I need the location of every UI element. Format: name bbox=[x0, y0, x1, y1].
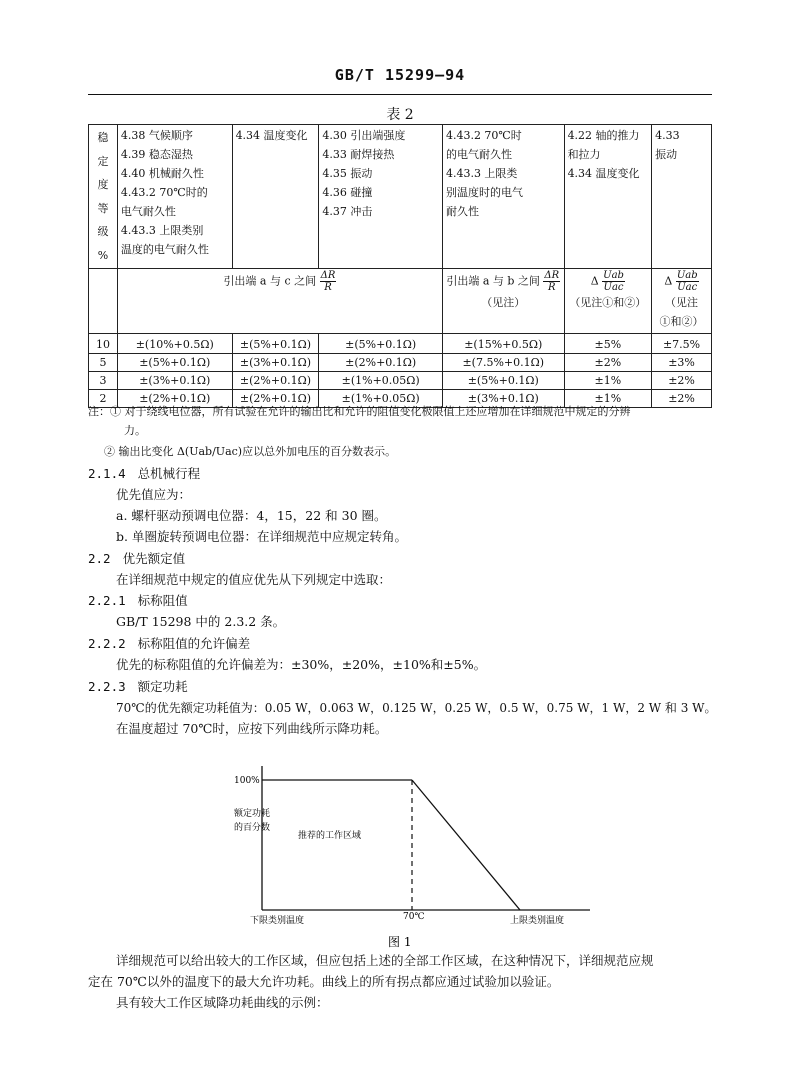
table-row bbox=[89, 372, 712, 390]
header-output-ratio: Δ $\frac{\text{Uab}}{\text{Uac}}$ （见注①和②） bbox=[564, 269, 652, 334]
table-note-1: 注：① 对于绕线电位器，所有试验在允许的输出比和允许的阻值变化极限值上还应增加在详细规范中规定的分辨 bbox=[88, 405, 631, 418]
limit-cell: ±(3%+0.1Ω) bbox=[232, 354, 319, 372]
limit-cell: ±2% bbox=[564, 354, 652, 372]
stability-grade-cell: 5 bbox=[89, 354, 118, 372]
limit-cell: ±(3%+0.1Ω) bbox=[117, 372, 232, 390]
test-item: 4.22 轴的推力 bbox=[567, 129, 640, 142]
stability-grade-cell: 3 bbox=[89, 372, 118, 390]
test-item: 耐久性 bbox=[445, 205, 479, 218]
header-ac: 引出端 a 与 c 之间 $\frac{\Delta R}{R}$ bbox=[117, 269, 442, 334]
tests-col3 bbox=[319, 125, 443, 269]
test-item: 4.37 冲击 bbox=[322, 205, 373, 218]
paragraph: 70℃的优先额定功耗值为：0.05 W，0.063 W，0.125 W，0.25 W，0.5 W，0.75 W，1 W，2 W 和 3 W。 bbox=[116, 701, 717, 715]
limit-cell: ±(2%+0.1Ω) bbox=[319, 354, 443, 372]
test-item: 4.43.3 上限类 bbox=[445, 167, 518, 180]
region-label: 推荐的工作区域 bbox=[298, 831, 362, 841]
test-item: 4.43.2 70℃时的 bbox=[120, 186, 208, 199]
limit-cell: ±(2%+0.1Ω) bbox=[117, 390, 232, 408]
limit-cell: ±(5%+0.1Ω) bbox=[319, 334, 443, 354]
derating-curve-figure bbox=[220, 760, 600, 950]
stability-label-char: 度 bbox=[97, 178, 109, 191]
section-2-2-2-heading: 2.2.2 标称阻值的允许偏差 bbox=[88, 636, 251, 651]
document-header: GB/T 15299—94 bbox=[334, 66, 466, 84]
paragraph: 详细规范可以给出较大的工作区域，但应包括上述的全部工作区域，在这种情况下，详细规范应规 bbox=[116, 953, 654, 968]
limit-cell: ±7.5% bbox=[652, 334, 712, 354]
tests-col6 bbox=[652, 125, 712, 269]
stability-label-char: 等 bbox=[97, 201, 109, 215]
table-caption: 表 2 bbox=[386, 107, 414, 123]
test-item: 4.35 振动 bbox=[322, 167, 373, 180]
limit-cell: ±(3%+0.1Ω) bbox=[442, 390, 564, 408]
y-label-line1: 额定功耗 bbox=[234, 809, 271, 819]
stability-label-char: 级 bbox=[97, 225, 109, 238]
limit-cell: ±(2%+0.1Ω) bbox=[232, 372, 319, 390]
limit-cell: ±(10%+0.5Ω) bbox=[117, 334, 232, 354]
test-item: 4.40 机械耐久性 bbox=[120, 167, 204, 180]
limit-cell: ±(5%+0.1Ω) bbox=[117, 354, 232, 372]
tests-col5 bbox=[564, 125, 652, 269]
test-item: 4.38 气候顺序 bbox=[120, 129, 193, 142]
y-top-label: 100% bbox=[234, 776, 260, 786]
table-2 bbox=[88, 124, 712, 408]
list-item-b: b. 单圈旋转预调电位器：在详细规范中应规定转角。 bbox=[116, 529, 407, 544]
derating-slope bbox=[412, 780, 520, 910]
table-row bbox=[89, 334, 712, 354]
limit-cell: ±2% bbox=[652, 390, 712, 408]
paragraph: 优先值应为： bbox=[116, 487, 192, 502]
limit-cell: ±(1%+0.05Ω) bbox=[319, 390, 443, 408]
limit-cell: ±(7.5%+0.1Ω) bbox=[442, 354, 564, 372]
table-note-1-cont: 力。 bbox=[124, 424, 146, 437]
limit-cell: ±(15%+0.5Ω) bbox=[442, 334, 564, 354]
section-2-2-3-heading: 2.2.3 额定功耗 bbox=[88, 679, 188, 694]
paragraph: 定在 70℃以外的温度下的最大允许功耗。曲线上的所有拐点都应通过试验加以验证。 bbox=[88, 974, 560, 989]
test-item: 温度的电气耐久性 bbox=[120, 243, 209, 256]
stability-grade-cell: 10 bbox=[89, 334, 118, 354]
table-row bbox=[89, 354, 712, 372]
limit-cell: ±1% bbox=[564, 390, 652, 408]
limit-cell: ±(5%+0.1Ω) bbox=[442, 372, 564, 390]
x-right-label: 上限类别温度 bbox=[510, 916, 565, 926]
test-item: 4.30 引出端强度 bbox=[322, 129, 406, 142]
test-item: 振动 bbox=[655, 148, 678, 161]
y-label-line2: 的百分数 bbox=[234, 823, 271, 833]
tests-col2 bbox=[232, 125, 319, 269]
section-2-1-4-heading: 2.1.4 总机械行程 bbox=[88, 466, 201, 481]
figure-caption: 图 1 bbox=[388, 935, 412, 949]
test-item: 4.34 温度变化 bbox=[235, 129, 308, 142]
limit-cell: ±3% bbox=[652, 354, 712, 372]
test-item: 电气耐久性 bbox=[120, 205, 176, 218]
paragraph: 具有较大工作区域降功耗曲线的示例： bbox=[116, 995, 329, 1010]
paragraph: 优先的标称阻值的允许偏差为：±30%，±20%，±10%和±5%。 bbox=[116, 657, 487, 672]
stability-label-char: 稳 bbox=[97, 131, 109, 144]
list-item-a: a. 螺杆驱动预调电位器：4，15，22 和 30 圈。 bbox=[116, 508, 387, 523]
paragraph: 在详细规范中规定的值应优先从下列规定中选取： bbox=[116, 572, 392, 587]
section-2-2-1-heading: 2.2.1 标称阻值 bbox=[88, 593, 188, 608]
table-tests-row bbox=[89, 125, 712, 269]
header-rule bbox=[88, 94, 712, 95]
x-mid-label: 70℃ bbox=[403, 912, 425, 922]
test-item: 别温度时的电气 bbox=[445, 186, 523, 199]
test-item: 4.43.2 70℃时 bbox=[445, 129, 522, 142]
test-item: 4.43.3 上限类别 bbox=[120, 224, 204, 237]
paragraph: 在温度超过 70℃时，应按下列曲线所示降功耗。 bbox=[116, 721, 388, 736]
test-item: 的电气耐久性 bbox=[445, 148, 512, 161]
table-note-2: ② 输出比变化 Δ(Uab/Uac)应以总外加电压的百分数表示。 bbox=[104, 445, 397, 458]
paragraph: GB/T 15298 中的 2.3.2 条。 bbox=[116, 614, 286, 629]
tests-col1 bbox=[117, 125, 232, 269]
delta-r-fraction: $\frac{\Delta R}{R}$ bbox=[320, 270, 336, 293]
test-item: 4.34 温度变化 bbox=[567, 167, 640, 180]
limit-cell: ±2% bbox=[652, 372, 712, 390]
stability-label bbox=[89, 125, 118, 269]
limit-cell: ±5% bbox=[564, 334, 652, 354]
test-item: 4.36 碰撞 bbox=[322, 186, 373, 199]
section-2-2-heading: 2.2 优先额定值 bbox=[88, 551, 186, 566]
limit-cell: ±1% bbox=[564, 372, 652, 390]
x-left-label: 下限类别温度 bbox=[250, 916, 305, 926]
stability-label-char: 定 bbox=[97, 154, 109, 168]
limit-cell: ±(2%+0.1Ω) bbox=[232, 390, 319, 408]
limit-cell: ±(5%+0.1Ω) bbox=[232, 334, 319, 354]
test-item: 和拉力 bbox=[567, 148, 601, 161]
test-item: 4.33 耐焊接热 bbox=[322, 148, 395, 161]
table-limit-header-row bbox=[89, 269, 712, 334]
test-item: 4.33 bbox=[655, 129, 680, 142]
tests-col4 bbox=[442, 125, 564, 269]
header-output-ratio-2: Δ $\frac{\text{Uab}}{\text{Uac}}$ （见注 ①和②） bbox=[652, 269, 712, 334]
limit-cell: ±(1%+0.05Ω) bbox=[319, 372, 443, 390]
header-ab: 引出端 a 与 b 之间 $\frac{\Delta R}{R}$ （见注） bbox=[442, 269, 564, 334]
test-item: 4.39 稳态湿热 bbox=[120, 148, 193, 161]
stability-grade-cell: 2 bbox=[89, 390, 118, 408]
stability-label-char: % bbox=[97, 248, 109, 262]
